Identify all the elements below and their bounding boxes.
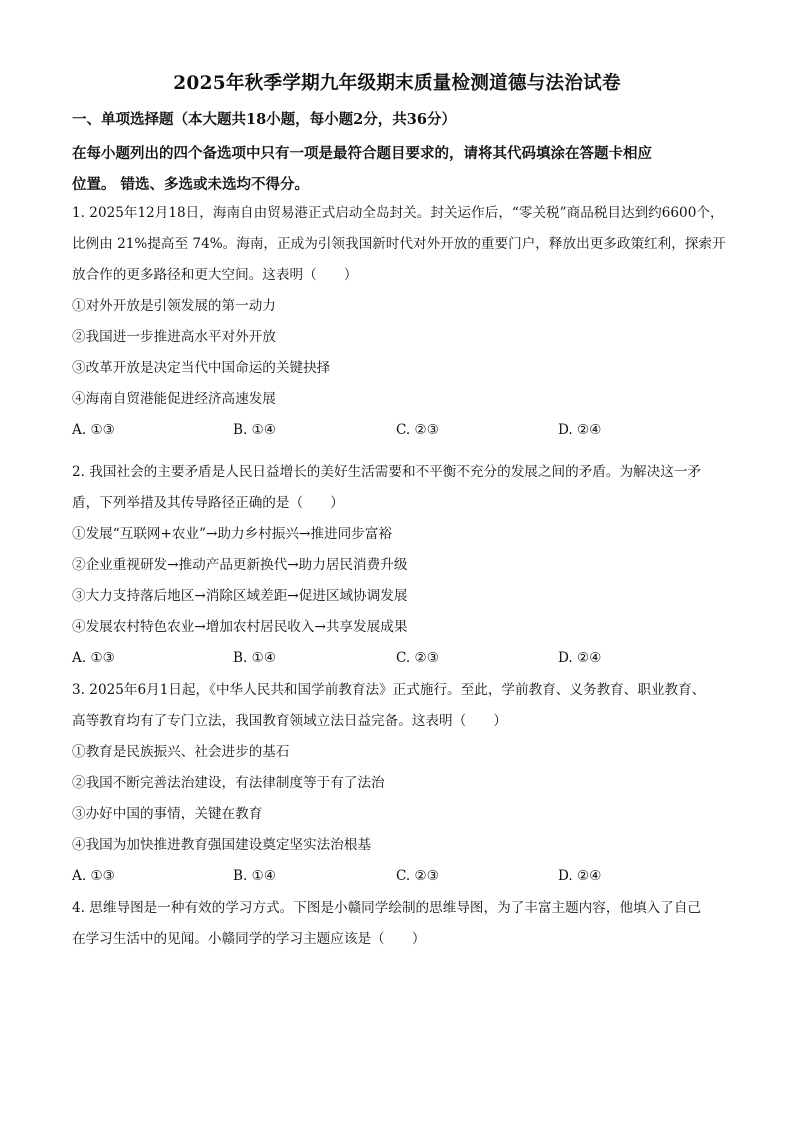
question-3 bbox=[72, 675, 727, 892]
option-c: C. ②③ bbox=[396, 650, 439, 666]
section-instructions bbox=[72, 138, 724, 200]
answer-options bbox=[72, 861, 727, 892]
option-a: A. ①③ bbox=[72, 868, 115, 884]
question-stem-line: 比例由 21%提高至 74%。海南，正成为引领我国新时代对外开放的重要门户，释放出更多政策红利，探索开 bbox=[72, 236, 726, 252]
option-b: B. ①④ bbox=[233, 650, 277, 666]
statement-item: ③改革开放是决定当代中国命运的关键抉择 bbox=[72, 360, 331, 376]
statement-item: ①对外开放是引领发展的第一动力 bbox=[72, 298, 276, 314]
question-stem-line: 在学习生活中的见闻。小赣同学的学习主题应该是（ ） bbox=[72, 931, 426, 947]
option-a: A. ①③ bbox=[72, 422, 115, 438]
question-stem-line: 盾，下列举措及其传导路径正确的是（ ） bbox=[72, 495, 344, 511]
option-b: B. ①④ bbox=[233, 868, 277, 884]
option-c: C. ②③ bbox=[396, 868, 439, 884]
question-stem-line: 高等教育均有了专门立法，我国教育领域立法日益完备。这表明（ ） bbox=[72, 713, 507, 729]
statement-item: ④我国为加快推进教育强国建设奠定坚实法治根基 bbox=[72, 837, 372, 853]
statement-item: ②我国不断完善法治建设，有法律制度等于有了法治 bbox=[72, 775, 385, 791]
answer-options bbox=[72, 643, 727, 674]
statement-item: ④发展农村特色农业→增加农村居民收入→共享发展成果 bbox=[72, 619, 408, 635]
instruction-line: 在每小题列出的四个备选项中只有一项是最符合题目要求的，请将其代码填涂在答题卡相应 bbox=[72, 145, 652, 162]
instruction-line: 位置。 错选、多选或未选均不得分。 bbox=[72, 176, 310, 193]
option-b: B. ①④ bbox=[233, 422, 277, 438]
statement-item: ②企业重视研发→推动产品更新换代→助力居民消费升级 bbox=[72, 557, 408, 573]
question-stem-line: 4. 思维导图是一种有效的学习方式。下图是小赣同学绘制的思维导图，为了丰富主题内容，他填入了自己 bbox=[72, 900, 702, 916]
question-stem-line: 1. 2025年12月18日，海南自由贸易港正式启动全岛封关。封关运作后，“零关税”商品税目达到约6600个， bbox=[72, 205, 724, 221]
question-stem-line: 2. 我国社会的主要矛盾是人民日益增长的美好生活需要和不平衡不充分的发展之间的矛盾。为解决这一矛 bbox=[72, 464, 702, 480]
option-a: A. ①③ bbox=[72, 650, 115, 666]
statement-item: ①发展“互联网+农业”→助力乡村振兴→推进同步富裕 bbox=[72, 526, 392, 542]
answer-options bbox=[72, 415, 727, 446]
statement-item: ④海南自贸港能促进经济高速发展 bbox=[72, 391, 276, 407]
question-1 bbox=[72, 198, 727, 446]
option-d: D. ②④ bbox=[558, 868, 602, 884]
option-d: D. ②④ bbox=[558, 422, 602, 438]
exam-title: 2025年秋季学期九年级期末质量检测道德与法治试卷 bbox=[173, 73, 621, 94]
option-d: D. ②④ bbox=[558, 650, 602, 666]
statement-item: ③大力支持落后地区→消除区域差距→促进区域协调发展 bbox=[72, 588, 408, 604]
question-stem-line: 3. 2025年6月1日起，《中华人民共和国学前教育法》正式施行。至此，学前教育、义务教育、职业教育、 bbox=[72, 682, 706, 698]
question-2 bbox=[72, 457, 727, 674]
question-4 bbox=[72, 893, 727, 955]
statement-item: ①教育是民族振兴、社会进步的基石 bbox=[72, 744, 290, 760]
statement-item: ②我国进一步推进高水平对外开放 bbox=[72, 329, 276, 345]
question-stem-line: 放合作的更多路径和更大空间。这表明（ ） bbox=[72, 267, 358, 283]
statement-item: ③办好中国的事情，关键在教育 bbox=[72, 806, 263, 822]
section-heading: 一、单项选择题（本大题共18小题，每小题2分，共36分） bbox=[72, 111, 456, 128]
option-c: C. ②③ bbox=[396, 422, 439, 438]
